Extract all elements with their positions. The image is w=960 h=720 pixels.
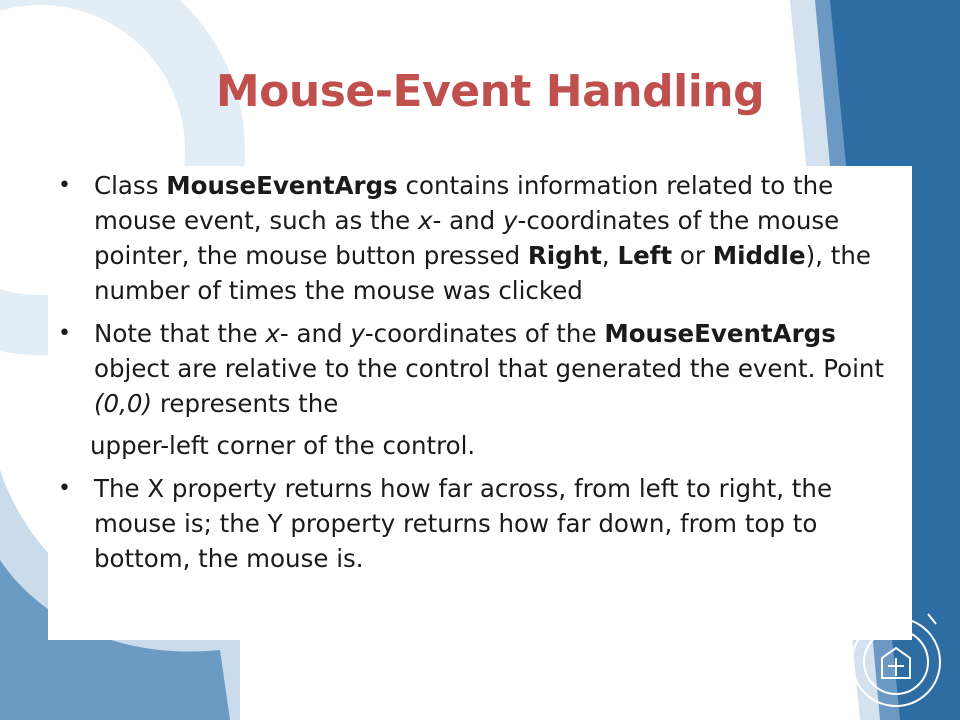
bullet-item — [58, 316, 908, 421]
bullet-text — [94, 171, 871, 305]
bold-text: MouseEventArgs — [604, 319, 836, 348]
university-seal-logo — [838, 600, 948, 712]
bullet-item — [58, 471, 908, 576]
bullet-item — [58, 168, 908, 308]
text-run: contains information related to the mouse event, such as the — [94, 171, 834, 235]
text-run: - and — [279, 319, 351, 348]
slide-title: Mouse-Event Handling — [215, 66, 765, 117]
text-run: The X property returns how far across, from left to right, the mouse is; the Y property returns how far down, from top to bottom, the mouse is. — [94, 474, 833, 573]
text-run: , — [601, 241, 618, 270]
italic-text: x — [418, 206, 433, 235]
bold-text: Left — [617, 241, 673, 270]
bold-text: Right — [527, 241, 602, 270]
bold-text: Middle — [712, 241, 806, 270]
italic-text: y — [350, 319, 365, 348]
text-run: Class — [94, 171, 167, 200]
text-run: -coordinates of the — [364, 319, 605, 348]
bullet-text — [94, 474, 832, 573]
italic-text: (0,0) — [94, 389, 153, 418]
bold-text: MouseEventArgs — [166, 171, 398, 200]
text-run: represents the — [152, 389, 339, 418]
bullet-dot: • — [58, 321, 71, 346]
bullet-dot: • — [58, 476, 71, 501]
bullet-continuation: upper-left corner of the control. — [90, 431, 476, 460]
text-run: or — [672, 241, 713, 270]
bullet-list — [58, 168, 908, 584]
text-run: -coordinates of the mouse pointer, the mouse button pressed — [94, 206, 840, 270]
text-run: Note that the — [94, 319, 266, 348]
text-run: - and — [432, 206, 504, 235]
italic-text: y — [503, 206, 518, 235]
text-run: object are relative to the control that generated the event. Point — [94, 354, 885, 383]
italic-text: x — [265, 319, 280, 348]
text-run: ), the number of times the mouse was clicked — [94, 241, 871, 305]
bullet-dot: • — [58, 173, 71, 198]
bullet-text — [94, 319, 884, 418]
